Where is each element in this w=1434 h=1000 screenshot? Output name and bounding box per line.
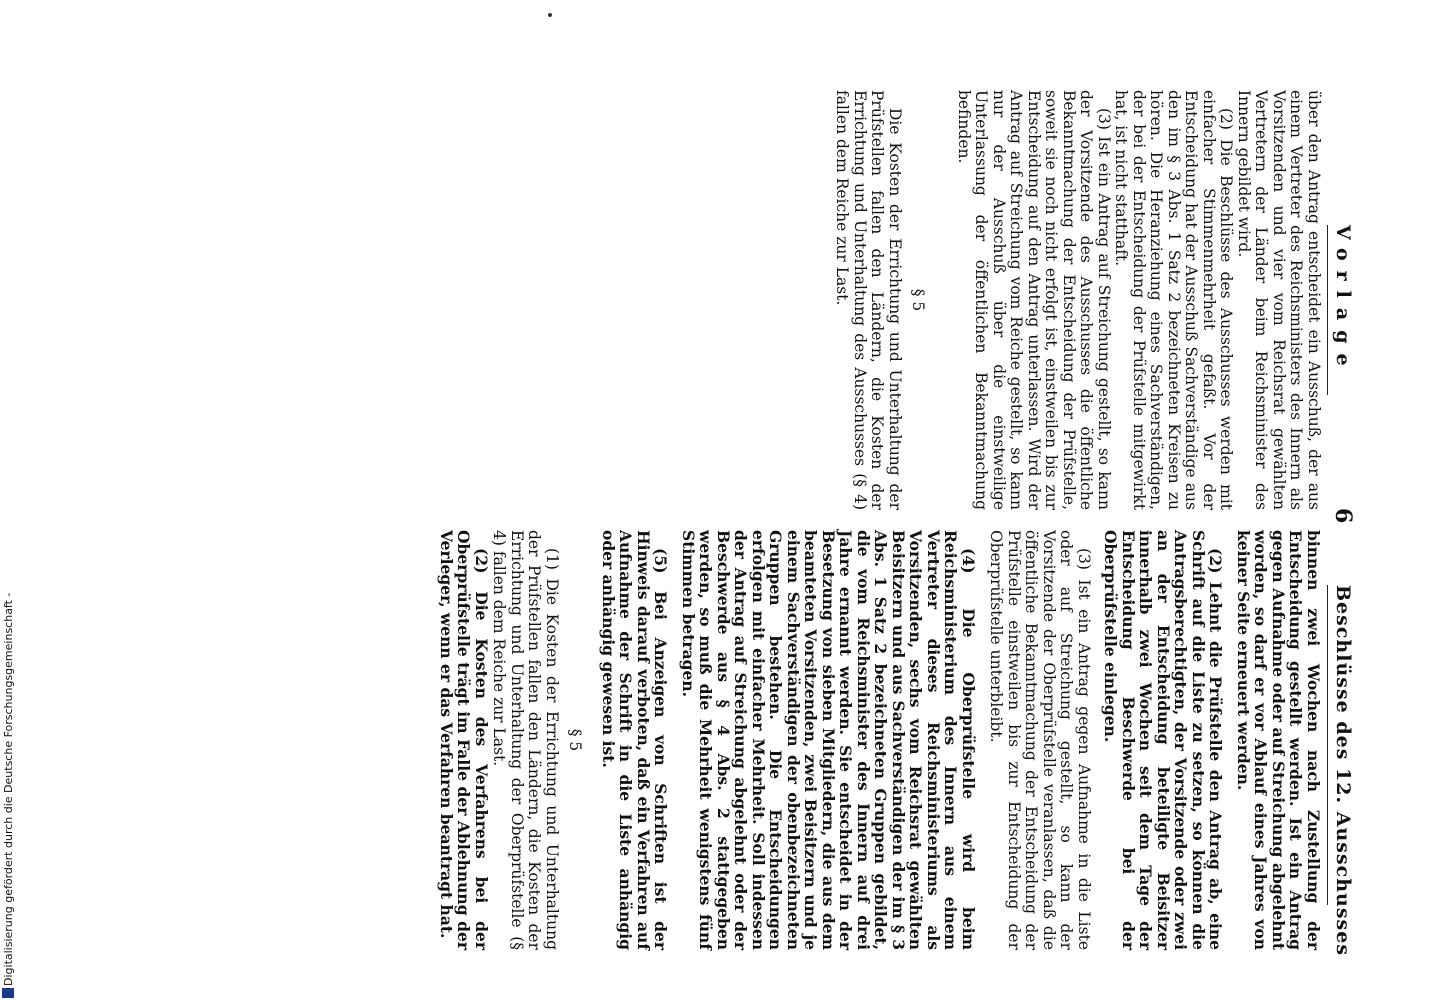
right-intro: binnen zwei Wochen nach Zustellung der Entscheidung gestellt werden. Ist ein Antrag gegen Aufnahme oder auf Streichung abgelehnt worden, so darf er vor Ablauf eines Jahres von keiner Seite erneuert werden. — [1234, 530, 1323, 950]
right-column — [438, 530, 1323, 950]
right-section-1: (1) Die Kosten der Errichtung und Unterhaltung der Prüfstellen fallen den Ländern, die Kosten der Errichtung und Unterhaltung der Oberprüfstelle (§ 4) fallen dem Reiche zur Last. — [490, 530, 561, 950]
right-paragraph-4: (4) Die Oberprüfstelle wird beim Reichsministerium des Innern aus einem Vertreter dieses Reichsministeriums als Vorsitzenden, sechs vom Reichsrat gewählten Beisitzern und aus Sachverständigen der im § 3 Abs. 1 Satz 2 bezeichneten Gruppen gebildet, die vom Reichsminister des Innern auf drei Jahre ernannt werden. Sie entscheidet in der Besetzung von sieben Mitgliedern, die aus dem beamteten Vorsitzenden, zwei Beisitzern und je einem Sachverständigen der obenbezeichneten Gruppen bestehen. Die Entscheidungen erfolgen mit einfacher Mehrheit. Soll indessen der Antrag auf Streichung abgelehnt oder der Beschwerde aus § 4 Abs. 2 stattgegeben werden, so muß die Mehrheit wenigstens fünf Stimmen betragen. — [679, 530, 978, 950]
center-paragraph-1: über den Antrag entscheidet ein Ausschuß, der aus einem Vertreter des Reichsministers des Innern als Vorsitzenden und vier vom Reichsrat gewählten Vertretern der Länder beim Reichsminister des Innern gebildet wird. — [1235, 90, 1323, 510]
page-header — [1324, 0, 1364, 1000]
right-section-2: (2) Die Kosten des Verfahrens bei der Oberprüfstelle trägt im Falle der Ablehnung der Verleger, wenn er das Verfahren beantragt hat. — [437, 530, 491, 950]
right-column-title: Beschlüsse des 12. Ausschusses — [1332, 585, 1354, 957]
right-title-rule — [1327, 585, 1328, 905]
center-column — [833, 90, 1322, 510]
page-number: 6 — [1330, 508, 1356, 524]
dfg-logo — [2, 988, 14, 998]
right-paragraph-2: (2) Lehnt die Prüfstelle den Antrag ab, eine Schrift auf die Liste zu setzen, so können die Antragsberechtigten, der Vorsitzende oder zwei an der Entscheidung beteiligte Beisitzer innerhalb zwei Wochen seit dem Tage der Entscheidung Beschwerde bei der Oberprüfstelle einlegen. — [1101, 530, 1226, 950]
right-section-heading: § 5 — [566, 728, 585, 752]
center-section-text: Die Kosten der Errichtung und Unterhaltung der Prüfstellen fallen den Ländern, die Kosten der Errichtung und Unterhaltung des Ausschusses (§ 4) fallen dem Reiche zur Last. — [833, 90, 904, 510]
center-paragraph-3: (3) Ist ein Antrag auf Streichung gestellt, so kann der Vorsitzende des Ausschusses die öffentliche Bekanntmachung der Entscheidung der Prüfstelle, soweit sie noch nicht erfolgt ist, einstweilen bis zur Entscheidung auf den Antrag unterlassen. Wird der Antrag auf Streichung vom Reiche gestellt, so kann nur der Ausschuß über die einstweilige Unterlassung der öffentlichen Bekanntmachung befinden. — [955, 90, 1113, 510]
center-paragraph-2: (2) Die Beschlüsse des Ausschusses werden mit einfacher Stimmenmehrheit gefaßt. Vor der Entscheidung hat der Ausschuß Sachverständige aus den im § 3 Abs. 1 Satz 2 bezeichneten Kreisen zu hören. Die Heranziehung eines Sachverständigen, der bei der Entscheidung der Prüfstelle mitgewirkt hat, ist nicht statthaft. — [1112, 90, 1236, 510]
right-paragraph-3: (3) Ist ein Antrag gegen Aufnahme in die Liste oder auf Streichung gestellt, so kann der Vorsitzende der Oberprüfstelle veranlassen, daß die öffentliche Bekanntmachung der Entscheidung der Prüfstelle einstweilen bis zur Entscheidung der Oberprüfstelle unterbleibt. — [987, 530, 1093, 950]
center-column-title: Vorlage — [1332, 225, 1354, 376]
footer-text: Digitalisierung gefördert durch die Deutsche Forschungsgemeinschaft - — [2, 592, 15, 986]
center-title-rule — [1327, 225, 1328, 395]
right-paragraph-5: (5) Bei Anzeigen von Schriften ist der Hinweis darauf verboten, daß ein Verfahren auf Aufnahme der Schrift in die Liste anhängig oder anhängig gewesen ist. — [599, 530, 671, 950]
center-section-heading: § 5 — [909, 288, 928, 312]
digitization-footer — [0, 0, 18, 1000]
